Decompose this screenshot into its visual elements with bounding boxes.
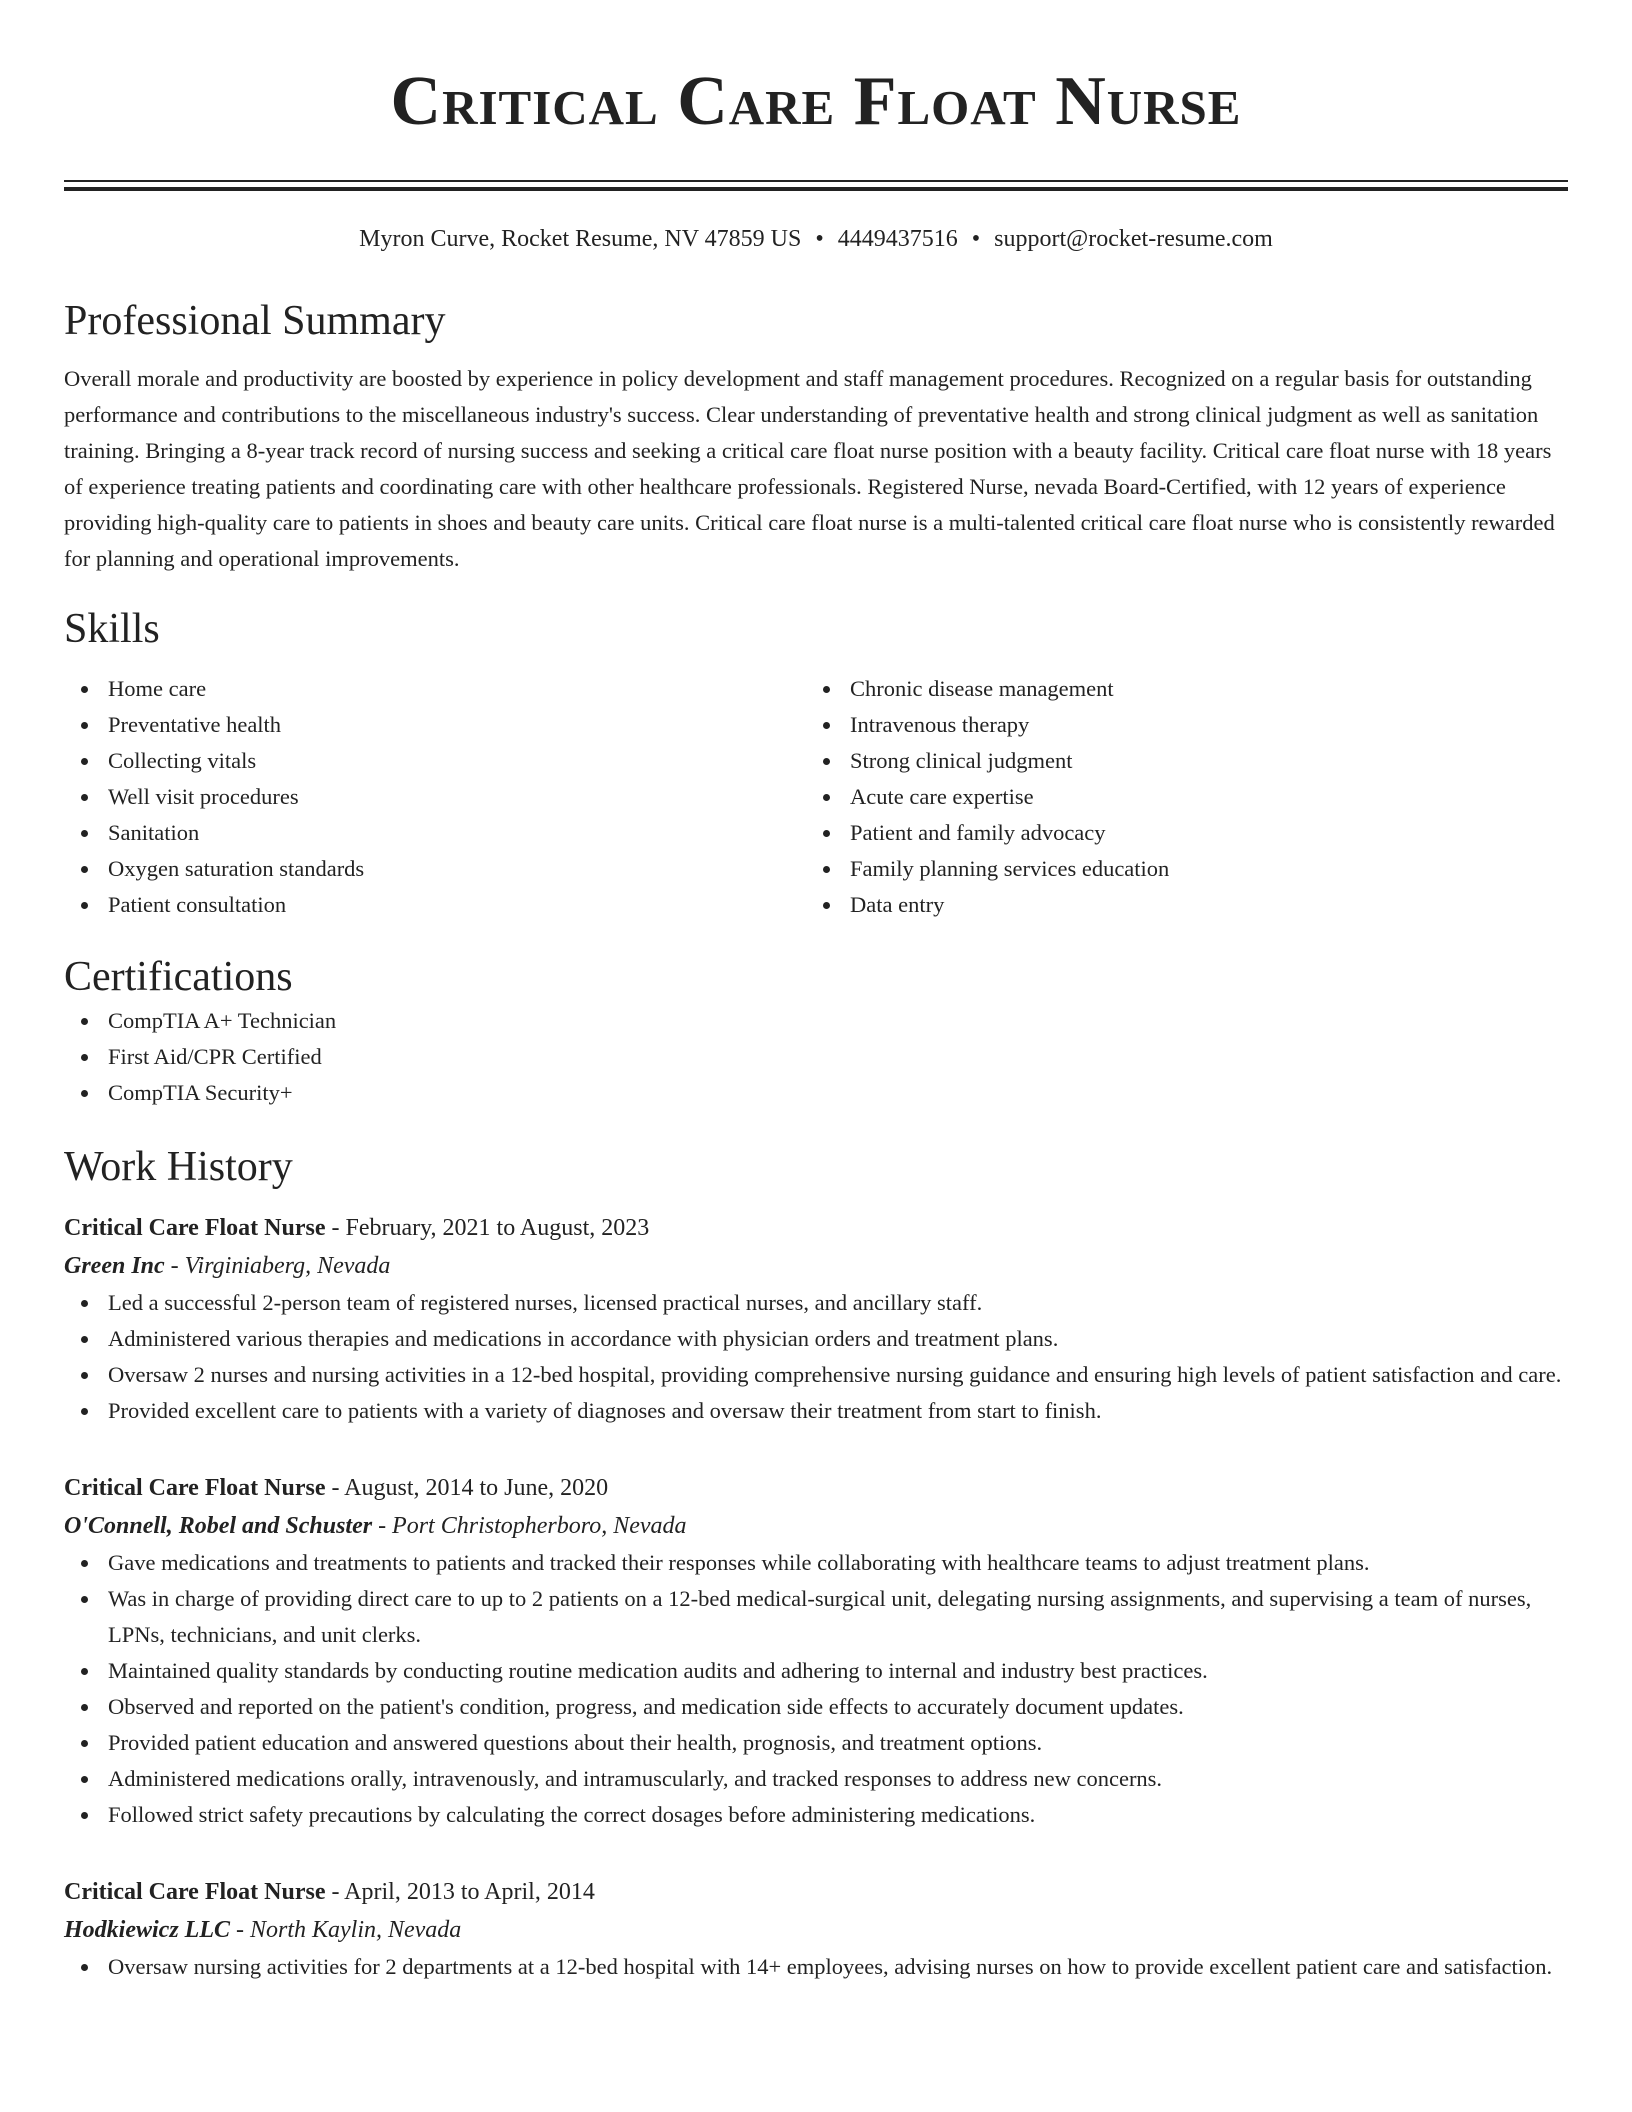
skill-item: Patient consultation — [64, 887, 806, 923]
job-title: Critical Care Float Nurse — [64, 1215, 326, 1241]
title-double-rule — [64, 180, 1568, 191]
skill-item: Patient and family advocacy — [806, 815, 1548, 851]
bullet-icon — [823, 830, 830, 837]
skill-item: Preventative health — [64, 707, 806, 743]
job-company-line — [64, 1247, 1568, 1285]
job-location: - North Kaylin, Nevada — [229, 1917, 462, 1943]
bullet-icon — [823, 686, 830, 693]
job-title: Critical Care Float Nurse — [64, 1879, 326, 1905]
job-title-line — [64, 1209, 1568, 1247]
bullet-icon — [81, 1300, 88, 1307]
job-duty-item: Followed strict safety precautions by calculating the correct dosages before administering medications. — [64, 1797, 1568, 1833]
bullet-icon — [823, 902, 830, 909]
bullet-icon — [81, 1372, 88, 1379]
skill-item: Chronic disease management — [806, 671, 1548, 707]
skill-item: Collecting vitals — [64, 743, 806, 779]
resume-page — [64, 0, 1568, 1985]
bullet-icon — [81, 722, 88, 729]
job-location: - Virginiaberg, Nevada — [164, 1253, 391, 1279]
job-company-line — [64, 1507, 1568, 1545]
skills-grid — [64, 671, 1568, 923]
bullet-icon — [823, 722, 830, 729]
certification-item: CompTIA A+ Technician — [64, 1003, 1568, 1039]
skills-column-right — [806, 671, 1548, 923]
job-title-line — [64, 1873, 1568, 1911]
job-duty-item: Provided excellent care to patients with a variety of diagnoses and oversaw their treatment from start to finish. — [64, 1393, 1568, 1429]
contact-email: support@rocket-resume.com — [994, 226, 1273, 252]
skills-list-left — [64, 671, 806, 923]
bullet-icon — [81, 830, 88, 837]
job-company: Green Inc — [64, 1253, 165, 1279]
bullet-icon — [81, 1964, 88, 1971]
skill-item: Oxygen saturation standards — [64, 851, 806, 887]
job-duty-item: Led a successful 2-person team of registered nurses, licensed practical nurses, and ancillary staff. — [64, 1285, 1568, 1321]
bullet-icon — [81, 1812, 88, 1819]
skill-item: Intravenous therapy — [806, 707, 1548, 743]
bullet-icon — [81, 1668, 88, 1675]
skills-list-right — [806, 671, 1548, 923]
bullet-icon — [81, 1704, 88, 1711]
skill-item: Family planning services education — [806, 851, 1548, 887]
skill-item: Well visit procedures — [64, 779, 806, 815]
bullet-icon — [823, 866, 830, 873]
bullet-icon — [81, 1090, 88, 1097]
job-duty-item: Administered various therapies and medications in accordance with physician orders and treatment plans. — [64, 1321, 1568, 1357]
bullet-icon — [81, 1054, 88, 1061]
work-history-heading: Work History — [64, 1144, 293, 1190]
contact-line — [64, 223, 1568, 255]
summary-text: Overall morale and productivity are boosted by experience in policy development and staff management procedures. Recognized on a regular basis for outstanding performance and contributions to the miscellaneous industry's success. Clear understanding of preventative health and strong clinical judgment as well as sanitation training. Bringing a 8-year track record of nursing success and seeking a critical care float nurse position with a beauty facility. Critical care float nurse with 18 years of experience treating patients and coordinating care with other healthcare professionals. Registered Nurse, nevada Board-Certified, with 12 years of experience providing high-quality care to patients in shoes and beauty care units. Critical care float nurse is a multi-talented critical care float nurse who is consistently rewarded for planning and operational improvements. — [64, 366, 1555, 571]
job-dates: - February, 2021 to August, 2023 — [325, 1215, 650, 1241]
resume-title: Critical Care Float Nurse — [390, 63, 1242, 140]
job-duty-item: Oversaw nursing activities for 2 departments at a 12-bed hospital with 14+ employees, advising nurses on how to provide excellent patient care and satisfaction. — [64, 1949, 1568, 1985]
bullet-icon — [81, 1776, 88, 1783]
job-company: Hodkiewicz LLC — [64, 1917, 230, 1943]
skills-heading: Skills — [64, 606, 160, 652]
bullet-icon — [81, 794, 88, 801]
bullet-icon — [823, 758, 830, 765]
job-duties-list — [64, 1949, 1568, 1985]
skill-item: Home care — [64, 671, 806, 707]
skill-item: Data entry — [806, 887, 1548, 923]
job-title: Critical Care Float Nurse — [64, 1475, 326, 1501]
skill-item: Sanitation — [64, 815, 806, 851]
job-duty-item: Was in charge of providing direct care to up to 2 patients on a 12-bed medical-surgical unit, delegating nursing assignments, and supervising a team of nurses, LPNs, technicians, and unit clerks. — [64, 1581, 1568, 1653]
job-duty-item: Observed and reported on the patient's condition, progress, and medication side effects to accurately document updates. — [64, 1689, 1568, 1725]
certification-item: CompTIA Security+ — [64, 1075, 1568, 1111]
certifications-heading: Certifications — [64, 954, 293, 1000]
bullet-icon — [81, 758, 88, 765]
job-entry — [64, 1469, 1568, 1833]
job-dates: - August, 2014 to June, 2020 — [325, 1475, 609, 1501]
job-location: - Port Christopherboro, Nevada — [372, 1513, 687, 1539]
job-duty-item: Administered medications orally, intravenously, and intramuscularly, and tracked responses to address new concerns. — [64, 1761, 1568, 1797]
job-entry — [64, 1209, 1568, 1429]
summary-heading: Professional Summary — [64, 298, 446, 344]
job-duty-item: Provided patient education and answered questions about their health, prognosis, and treatment options. — [64, 1725, 1568, 1761]
bullet-icon — [81, 1596, 88, 1603]
job-duty-item: Gave medications and treatments to patients and tracked their responses while collaborating with healthcare teams to adjust treatment plans. — [64, 1545, 1568, 1581]
bullet-icon — [823, 794, 830, 801]
job-duties-list — [64, 1545, 1568, 1833]
bullet-icon — [81, 902, 88, 909]
skills-column-left — [64, 671, 806, 923]
bullet-icon — [81, 686, 88, 693]
bullet-icon — [81, 866, 88, 873]
job-duty-item: Maintained quality standards by conducting routine medication audits and adhering to internal and industry best practices. — [64, 1653, 1568, 1689]
bullet-icon — [81, 1560, 88, 1567]
contact-phone: 4449437516 — [837, 226, 958, 252]
skill-item: Strong clinical judgment — [806, 743, 1548, 779]
certifications-list — [64, 1003, 1568, 1111]
bullet-icon — [81, 1740, 88, 1747]
job-dates: - April, 2013 to April, 2014 — [325, 1879, 595, 1905]
bullet-icon — [81, 1018, 88, 1025]
job-title-line — [64, 1469, 1568, 1507]
job-duty-item: Oversaw 2 nurses and nursing activities in a 12-bed hospital, providing comprehensive nursing guidance and ensuring high levels of patient satisfaction and care. — [64, 1357, 1568, 1393]
certification-item: First Aid/CPR Certified — [64, 1039, 1568, 1075]
job-entry — [64, 1873, 1568, 1985]
job-duties-list — [64, 1285, 1568, 1429]
contact-separator: • — [971, 226, 981, 252]
skill-item: Acute care expertise — [806, 779, 1548, 815]
job-company-line — [64, 1911, 1568, 1949]
bullet-icon — [81, 1336, 88, 1343]
job-company: O'Connell, Robel and Schuster — [64, 1513, 373, 1539]
bullet-icon — [81, 1408, 88, 1415]
contact-address: Myron Curve, Rocket Resume, NV 47859 US — [359, 226, 802, 252]
contact-separator: • — [815, 226, 824, 252]
